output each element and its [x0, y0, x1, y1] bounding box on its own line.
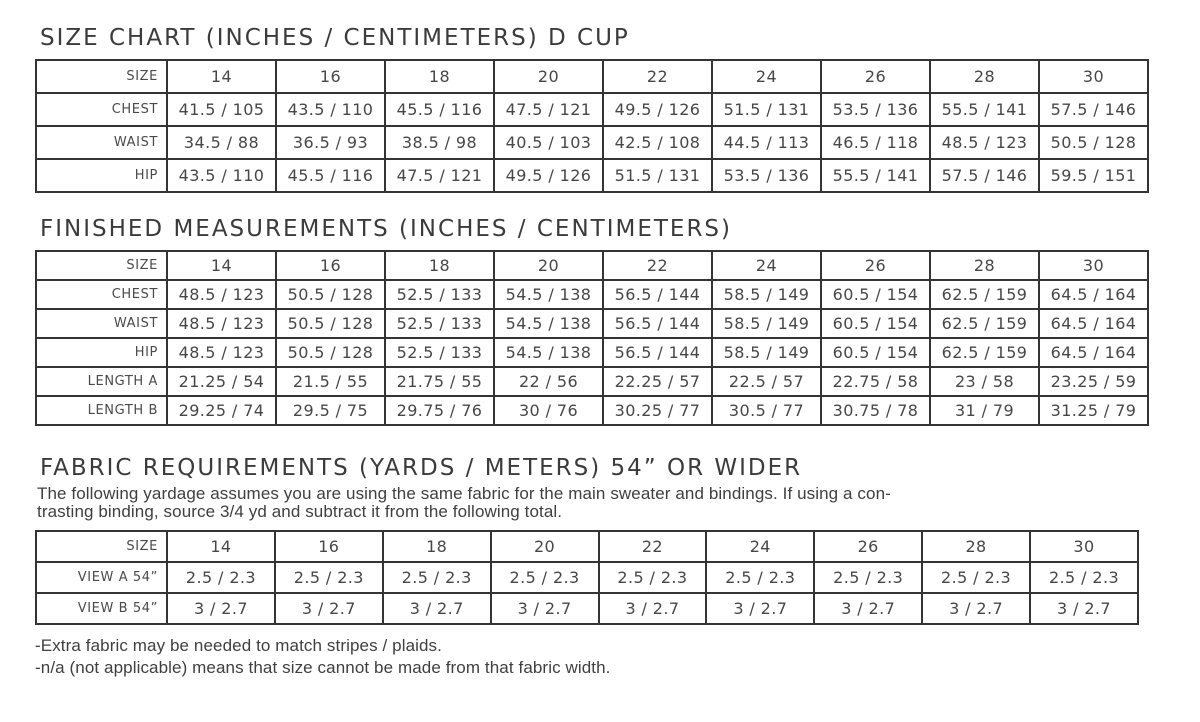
row-label: WAIST: [36, 126, 167, 159]
size-column-header: 20: [491, 531, 599, 562]
row-label: CHEST: [36, 93, 167, 126]
row-label: VIEW B 54”: [36, 593, 167, 624]
row-label: WAIST: [36, 309, 167, 338]
fabric-note-line-1: The following yardage assumes you are using the same fabric for the main sweater and bindings. If using a con-: [37, 484, 891, 503]
measurement-cell: 23.25 / 59: [1039, 367, 1148, 396]
measurement-cell: 3 / 2.7: [383, 593, 491, 624]
row-label: CHEST: [36, 280, 167, 309]
size-chart-section: [35, 25, 1200, 193]
measurement-cell: 3 / 2.7: [706, 593, 814, 624]
measurement-cell: 3 / 2.7: [922, 593, 1030, 624]
measurement-cell: 34.5 / 88: [167, 126, 276, 159]
measurement-cell: 52.5 / 133: [385, 280, 494, 309]
finished-measurements-title: FINISHED MEASUREMENTS (INCHES / CENTIMETERS): [40, 216, 733, 242]
measurement-cell: 56.5 / 144: [603, 309, 712, 338]
measurement-cell: 49.5 / 126: [494, 159, 603, 192]
measurement-cell: 2.5 / 2.3: [814, 562, 922, 593]
measurement-cell: 50.5 / 128: [276, 309, 385, 338]
size-column-header: 18: [385, 251, 494, 280]
footnote-stripes: -Extra fabric may be needed to match stripes / plaids.: [35, 636, 442, 655]
size-column-header: 22: [599, 531, 707, 562]
size-column-header: 14: [167, 251, 276, 280]
size-column-header: 20: [494, 251, 603, 280]
measurement-cell: 56.5 / 144: [603, 338, 712, 367]
measurement-cell: 43.5 / 110: [167, 159, 276, 192]
measurement-cell: 56.5 / 144: [603, 280, 712, 309]
measurement-cell: 2.5 / 2.3: [1030, 562, 1138, 593]
size-corner-label: SIZE: [36, 531, 167, 562]
measurement-cell: 54.5 / 138: [494, 309, 603, 338]
measurement-cell: 29.75 / 76: [385, 396, 494, 425]
measurement-cell: 3 / 2.7: [275, 593, 383, 624]
measurement-cell: 44.5 / 113: [712, 126, 821, 159]
measurement-cell: 58.5 / 149: [712, 280, 821, 309]
measurement-cell: 51.5 / 131: [603, 159, 712, 192]
measurement-cell: 21.25 / 54: [167, 367, 276, 396]
measurement-cell: 45.5 / 116: [276, 159, 385, 192]
measurement-cell: 2.5 / 2.3: [275, 562, 383, 593]
size-corner-label: SIZE: [36, 60, 167, 93]
size-column-header: 24: [712, 60, 821, 93]
measurement-cell: 46.5 / 118: [821, 126, 930, 159]
row-label: HIP: [36, 159, 167, 192]
size-column-header: 26: [821, 60, 930, 93]
finished-measurements-section: [35, 216, 1200, 426]
measurement-cell: 23 / 58: [930, 367, 1039, 396]
measurement-cell: 62.5 / 159: [930, 280, 1039, 309]
row-label: HIP: [36, 338, 167, 367]
size-column-header: 28: [930, 251, 1039, 280]
measurement-cell: 3 / 2.7: [599, 593, 707, 624]
measurement-cell: 55.5 / 141: [930, 93, 1039, 126]
table-row: [36, 280, 1148, 309]
fabric-requirements-title: FABRIC REQUIREMENTS (YARDS / METERS) 54” OR WIDER: [40, 455, 803, 481]
size-column-header: 28: [930, 60, 1039, 93]
measurement-cell: 48.5 / 123: [930, 126, 1039, 159]
measurement-cell: 60.5 / 154: [821, 309, 930, 338]
table-row: [36, 593, 1138, 624]
measurement-cell: 21.75 / 55: [385, 367, 494, 396]
measurement-cell: 55.5 / 141: [821, 159, 930, 192]
measurement-cell: 49.5 / 126: [603, 93, 712, 126]
table-row: [36, 126, 1148, 159]
measurement-cell: 57.5 / 146: [1039, 93, 1148, 126]
size-column-header: 24: [712, 251, 821, 280]
measurement-cell: 48.5 / 123: [167, 280, 276, 309]
measurement-cell: 50.5 / 128: [276, 338, 385, 367]
size-corner-label: SIZE: [36, 251, 167, 280]
measurement-cell: 30 / 76: [494, 396, 603, 425]
measurement-cell: 52.5 / 133: [385, 309, 494, 338]
size-column-header: 30: [1039, 60, 1148, 93]
measurement-cell: 43.5 / 110: [276, 93, 385, 126]
size-column-header: 16: [275, 531, 383, 562]
table-row: [36, 93, 1148, 126]
measurement-cell: 64.5 / 164: [1039, 309, 1148, 338]
size-column-header: 20: [494, 60, 603, 93]
measurement-cell: 60.5 / 154: [821, 338, 930, 367]
measurement-cell: 53.5 / 136: [712, 159, 821, 192]
measurement-cell: 2.5 / 2.3: [491, 562, 599, 593]
measurement-cell: 62.5 / 159: [930, 309, 1039, 338]
size-column-header: 28: [922, 531, 1030, 562]
table-header-row: [36, 531, 1138, 562]
table-header-row: [36, 251, 1148, 280]
measurement-cell: 40.5 / 103: [494, 126, 603, 159]
measurement-cell: 60.5 / 154: [821, 280, 930, 309]
table-row: [36, 562, 1138, 593]
measurement-cell: 30.25 / 77: [603, 396, 712, 425]
measurement-cell: 50.5 / 128: [1039, 126, 1148, 159]
measurement-cell: 64.5 / 164: [1039, 338, 1148, 367]
measurement-cell: 47.5 / 121: [385, 159, 494, 192]
fabric-note-line-2: trasting binding, source 3/4 yd and subtract it from the following total.: [37, 502, 563, 521]
fabric-requirements-table: [35, 530, 1139, 625]
measurement-cell: 31.25 / 79: [1039, 396, 1148, 425]
table-row: [36, 159, 1148, 192]
measurement-cell: 53.5 / 136: [821, 93, 930, 126]
fabric-requirements-note: [37, 485, 1200, 521]
footnote-na: -n/a (not applicable) means that size cannot be made from that fabric width.: [35, 658, 611, 677]
measurement-cell: 31 / 79: [930, 396, 1039, 425]
measurement-cell: 2.5 / 2.3: [706, 562, 814, 593]
measurement-cell: 48.5 / 123: [167, 338, 276, 367]
measurement-cell: 62.5 / 159: [930, 338, 1039, 367]
table-row: [36, 367, 1148, 396]
measurement-cell: 64.5 / 164: [1039, 280, 1148, 309]
size-column-header: 18: [385, 60, 494, 93]
size-column-header: 30: [1039, 251, 1148, 280]
measurement-cell: 51.5 / 131: [712, 93, 821, 126]
size-column-header: 24: [706, 531, 814, 562]
measurement-cell: 54.5 / 138: [494, 338, 603, 367]
measurement-cell: 3 / 2.7: [167, 593, 275, 624]
measurement-cell: 30.5 / 77: [712, 396, 821, 425]
measurement-cell: 29.5 / 75: [276, 396, 385, 425]
size-chart-title: SIZE CHART (INCHES / CENTIMETERS) D CUP: [40, 25, 630, 51]
measurement-cell: 29.25 / 74: [167, 396, 276, 425]
size-column-header: 14: [167, 531, 275, 562]
measurement-cell: 22.75 / 58: [821, 367, 930, 396]
measurement-cell: 30.75 / 78: [821, 396, 930, 425]
measurement-cell: 58.5 / 149: [712, 309, 821, 338]
measurement-cell: 42.5 / 108: [603, 126, 712, 159]
measurement-cell: 41.5 / 105: [167, 93, 276, 126]
measurement-cell: 45.5 / 116: [385, 93, 494, 126]
measurement-cell: 22 / 56: [494, 367, 603, 396]
measurement-cell: 48.5 / 123: [167, 309, 276, 338]
size-column-header: 16: [276, 251, 385, 280]
table-row: [36, 338, 1148, 367]
size-column-header: 16: [276, 60, 385, 93]
table-row: [36, 396, 1148, 425]
measurement-cell: 22.5 / 57: [712, 367, 821, 396]
measurement-cell: 47.5 / 121: [494, 93, 603, 126]
row-label: LENGTH A: [36, 367, 167, 396]
fabric-requirements-section: [35, 455, 1200, 679]
measurement-cell: 21.5 / 55: [276, 367, 385, 396]
measurement-cell: 57.5 / 146: [930, 159, 1039, 192]
measurement-cell: 54.5 / 138: [494, 280, 603, 309]
measurement-cell: 52.5 / 133: [385, 338, 494, 367]
measurement-cell: 38.5 / 98: [385, 126, 494, 159]
measurement-cell: 2.5 / 2.3: [383, 562, 491, 593]
size-column-header: 26: [814, 531, 922, 562]
measurement-cell: 2.5 / 2.3: [599, 562, 707, 593]
size-column-header: 14: [167, 60, 276, 93]
size-column-header: 22: [603, 60, 712, 93]
footnotes: [35, 635, 1200, 679]
row-label: LENGTH B: [36, 396, 167, 425]
measurement-cell: 3 / 2.7: [814, 593, 922, 624]
measurement-cell: 59.5 / 151: [1039, 159, 1148, 192]
measurement-cell: 58.5 / 149: [712, 338, 821, 367]
finished-measurements-table: [35, 250, 1149, 426]
size-column-header: 30: [1030, 531, 1138, 562]
size-column-header: 18: [383, 531, 491, 562]
measurement-cell: 22.25 / 57: [603, 367, 712, 396]
size-column-header: 22: [603, 251, 712, 280]
measurement-cell: 2.5 / 2.3: [167, 562, 275, 593]
row-label: VIEW A 54”: [36, 562, 167, 593]
measurement-cell: 3 / 2.7: [491, 593, 599, 624]
table-header-row: [36, 60, 1148, 93]
measurement-cell: 3 / 2.7: [1030, 593, 1138, 624]
measurement-cell: 36.5 / 93: [276, 126, 385, 159]
size-column-header: 26: [821, 251, 930, 280]
table-row: [36, 309, 1148, 338]
measurement-cell: 2.5 / 2.3: [922, 562, 1030, 593]
size-chart-table: [35, 59, 1149, 193]
measurement-cell: 50.5 / 128: [276, 280, 385, 309]
